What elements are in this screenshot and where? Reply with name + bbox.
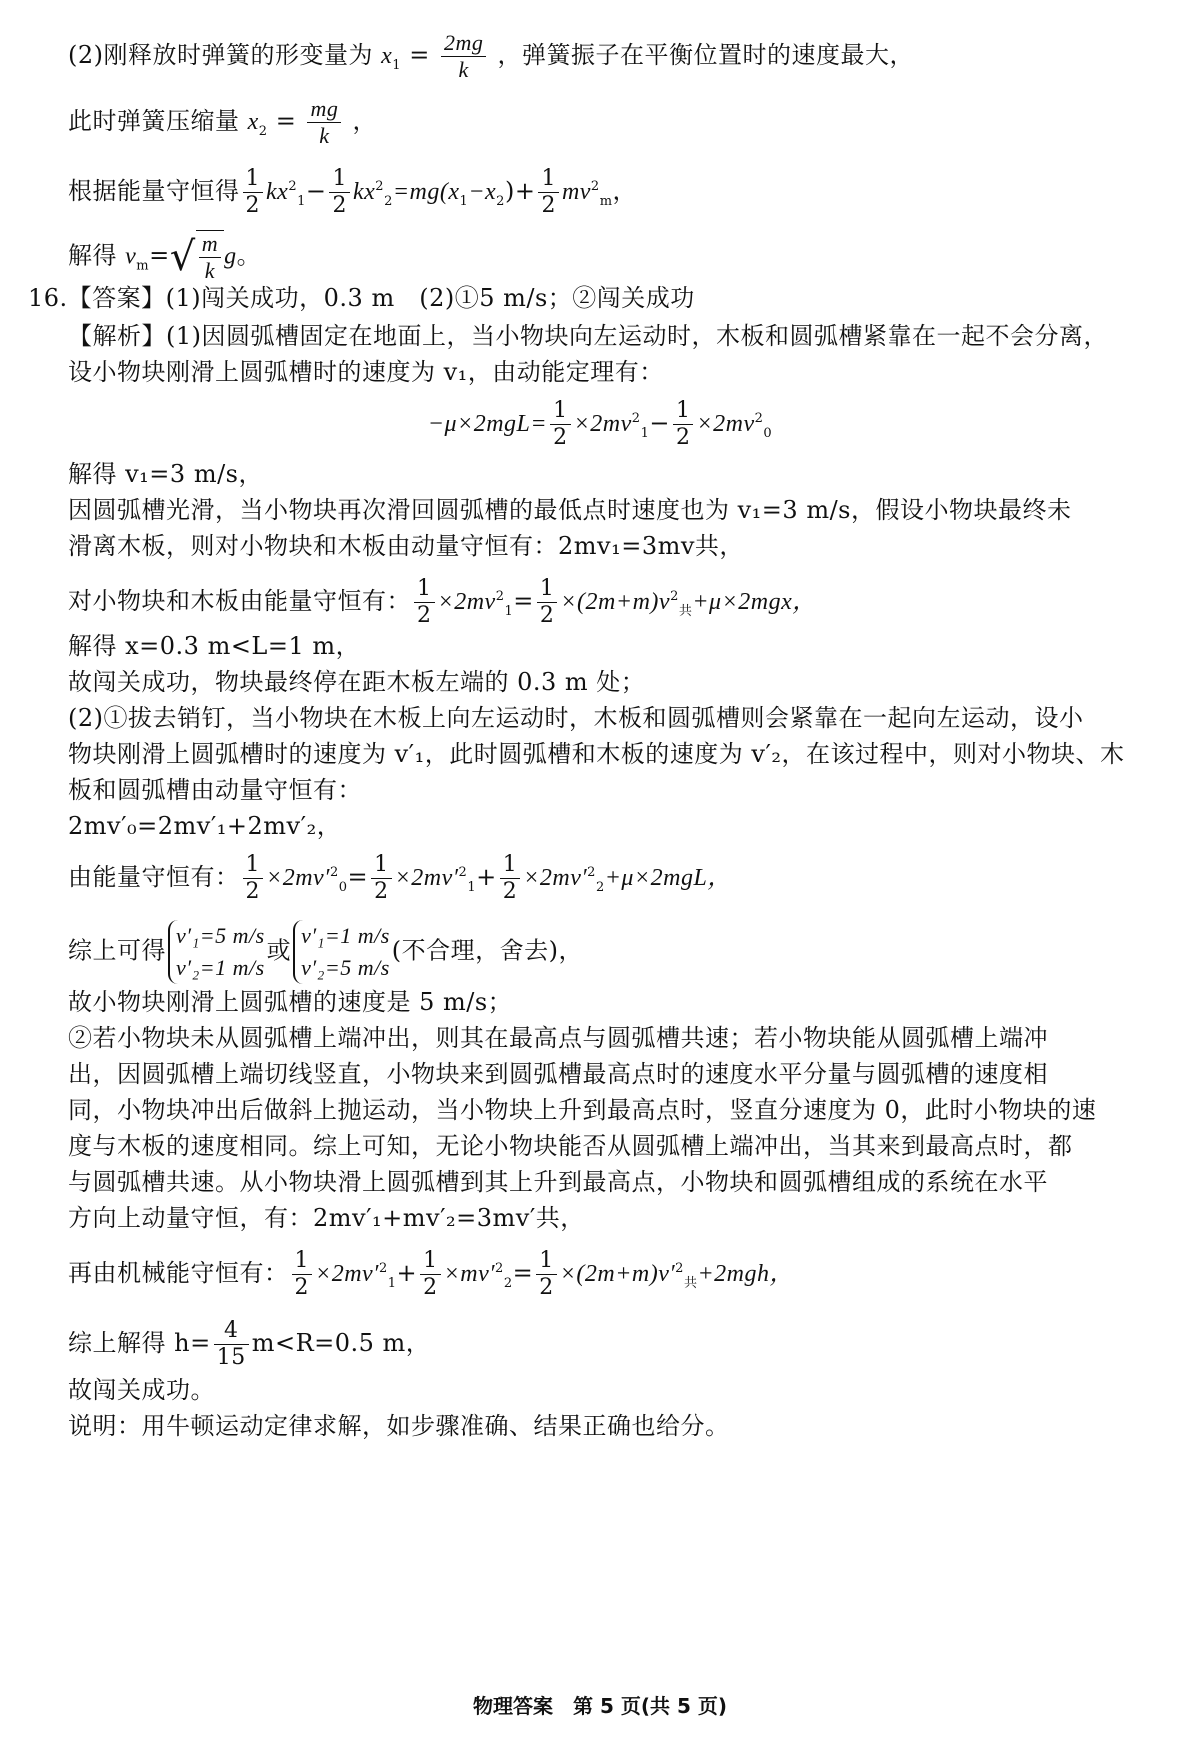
numerator: 1 — [420, 1248, 441, 1275]
superscript: 2 — [631, 411, 641, 426]
plus: + — [396, 1259, 418, 1287]
para-line: 同，小物块冲出后做斜上抛运动，当小物块上升到最高点时，竖直分速度为 0，此时小物块的速 — [68, 1096, 1097, 1124]
minus: − — [649, 409, 670, 437]
superscript: 2 — [675, 1261, 684, 1276]
equation-kinetic — [0, 398, 1200, 452]
denominator: 2 — [417, 603, 432, 628]
superscript: 2 — [670, 589, 679, 604]
equals: = — [512, 1259, 534, 1287]
text: 根据能量守恒得 — [68, 177, 240, 205]
superscript: 2 — [587, 865, 596, 880]
fraction-half — [243, 852, 264, 905]
superscript: 2 — [288, 179, 298, 194]
denominator: 2 — [539, 603, 555, 628]
denominator: k — [204, 258, 216, 283]
fraction — [214, 1318, 249, 1371]
subscript: 共 — [683, 1275, 698, 1291]
equals: = — [149, 241, 170, 270]
line-energy-board — [68, 576, 1180, 630]
para-line: ②若小物块未从圆弧槽上端冲出，则其在最高点与圆弧槽共速；若小物块能从圆弧槽上端冲 — [68, 1024, 1048, 1052]
subscript: 1 — [297, 193, 306, 209]
numerator: 1 — [673, 398, 694, 425]
para-line: 说明：用牛顿运动定律求解，如步骤准确、结果正确也给分。 — [68, 1412, 730, 1440]
numerator: mg — [307, 96, 341, 123]
numerator: 1 — [243, 852, 264, 879]
math-term: ×2mv′ — [266, 865, 330, 891]
text: 解得 — [68, 241, 117, 270]
subscript: 0 — [763, 425, 773, 441]
superscript: 2 — [378, 1261, 388, 1276]
math-term: +μ×2mgL， — [604, 865, 732, 891]
math-term: ×2mv′ — [315, 1261, 379, 1287]
para-line: (2)①拔去销钉，当小物块在木板上向左运动时，木板和圆弧槽则会紧靠在一起向左运动，设小 — [68, 704, 1084, 732]
fraction-half — [420, 1248, 441, 1301]
subscript: m — [599, 193, 613, 209]
math-var: v — [125, 243, 137, 270]
math-var: x — [247, 109, 259, 135]
numerator: 1 — [500, 852, 521, 879]
numerator: 1 — [538, 166, 559, 193]
numerator: 1 — [537, 576, 558, 603]
math-term: kx — [352, 179, 376, 205]
subscript: 1 — [467, 879, 477, 895]
fraction-half — [414, 576, 435, 629]
equals: = — [409, 41, 430, 69]
para-line: 故小物块刚滑上圆弧槽的速度是 5 m/s； — [68, 988, 513, 1016]
fraction — [199, 231, 221, 284]
para-line: 【解析】(1)因圆弧槽固定在地面上，当小物块向左运动时，木板和圆弧槽紧靠在一起不会分离， — [68, 322, 1108, 350]
line-energy: 根据能量守恒得 $\frac{1}{2}$ $kx^2_1-$ $\frac{1}{2}$ $kx^2_2=mg(x_1-x_2)+$ $\frac{1}{2}$ $mv^2_m$， — [68, 166, 638, 218]
numerator: 1 — [292, 1248, 313, 1275]
numerator: 1 — [371, 852, 392, 879]
denominator: 2 — [423, 1275, 438, 1300]
text: m<R=0.5 m， — [251, 1329, 431, 1357]
fraction — [441, 30, 486, 83]
math-term: =mg(x — [392, 179, 460, 205]
numerator: 1 — [243, 166, 264, 193]
math-term: ×2mv — [573, 411, 632, 437]
math-var: g — [224, 243, 237, 270]
numerator: 1 — [550, 398, 571, 425]
para-line: 故闯关成功。 — [68, 1376, 215, 1404]
solution-system-1 — [168, 920, 265, 984]
superscript: 2 — [329, 865, 339, 880]
math-term: kx — [266, 179, 289, 205]
fraction-half — [538, 166, 559, 219]
numerator: 1 — [414, 576, 435, 603]
math-term: ×2mv — [696, 411, 755, 437]
text: ， — [612, 177, 638, 205]
denominator: 15 — [216, 1345, 246, 1370]
text: 此时弹簧压缩量 — [68, 107, 240, 135]
text: ，弹簧振子在平衡位置时的速度最大， — [497, 41, 914, 69]
text: ， — [352, 107, 377, 135]
math-term: +2mgh， — [697, 1261, 794, 1287]
equals: = — [513, 587, 534, 615]
math-term: ×(2m+m)v — [560, 589, 671, 615]
fraction-half — [550, 398, 571, 451]
math-term: mv — [561, 179, 591, 205]
subscript: 1 — [392, 57, 402, 73]
text: 由能量守恒有： — [68, 863, 240, 891]
subscript: 共 — [678, 603, 693, 619]
line-compression — [68, 96, 1180, 150]
subscript: m — [136, 258, 150, 274]
math-var: x — [381, 43, 393, 69]
denominator: 2 — [245, 193, 260, 218]
fraction-half — [371, 852, 392, 905]
math-term: ×2mv′ — [394, 865, 459, 891]
para-line: 滑离木板，则对小物块和木板由动量守恒有：2mv₁=3mv共， — [68, 532, 744, 560]
para-line: 因圆弧槽光滑，当小物块再次滑回圆弧槽的最低点时速度也为 v₁=3 m/s，假设小物块最终未 — [68, 496, 1072, 524]
numerator: 4 — [214, 1318, 249, 1345]
subscript: 2 — [503, 1275, 513, 1291]
para-line: 方向上动量守恒，有：2mv′₁+mv′₂=3mv′共， — [68, 1204, 585, 1232]
superscript: 2 — [375, 179, 385, 194]
denominator: k — [458, 57, 469, 82]
denominator: 2 — [374, 879, 389, 904]
line-deformation — [68, 30, 1180, 84]
superscript: 2 — [590, 179, 600, 194]
para-line: 与圆弧槽共速。从小物块滑上圆弧槽到其上升到最高点，小物块和圆弧槽组成的系统在水平 — [68, 1168, 1048, 1196]
numerator: 1 — [536, 1248, 557, 1275]
fraction-half — [329, 166, 350, 219]
math-term: ×2mv — [437, 589, 496, 615]
math-term: ×(2m+m)v′ — [559, 1261, 676, 1287]
denominator: 2 — [541, 193, 556, 218]
math-term: −x — [468, 179, 497, 205]
math-term: ×2mv′ — [523, 865, 588, 891]
text: 或 — [266, 936, 292, 965]
superscript: 2 — [458, 865, 468, 880]
q16-answer: 16.【答案】(1)闯关成功，0.3 m (2)①5 m/s；②闯关成功 — [28, 284, 695, 312]
plus: + — [476, 863, 497, 891]
line-system — [68, 920, 1180, 984]
sqrt: √ $\frac{m}{k}$ — [170, 230, 224, 284]
math-term: )+ — [504, 177, 536, 205]
subscript: 1 — [504, 603, 514, 619]
text: 对小物块和木板由能量守恒有： — [68, 587, 411, 615]
para-line: 解得 v₁=3 m/s， — [68, 460, 263, 488]
text: 综上解得 h= — [68, 1329, 211, 1357]
para-line: 度与木板的速度相同。综上可知，无论小物块能否从圆弧槽上端冲出，当其来到最高点时，都 — [68, 1132, 1073, 1160]
para-line: 2mv′₀=2mv′₁+2mv′₂， — [68, 812, 342, 840]
math-term: −μ×2mgL= — [427, 411, 548, 437]
numerator: 2mg — [441, 30, 486, 57]
solution-row: v′₁=5 m/s — [176, 923, 265, 948]
line-mech-energy — [68, 1248, 1180, 1302]
page-footer: 物理答案 第 5 页(共 5 页) — [473, 1694, 727, 1718]
superscript: 2 — [495, 1261, 504, 1276]
solution-row: v′₁=1 m/s — [301, 923, 390, 948]
fraction — [307, 96, 341, 149]
denominator: 2 — [675, 425, 691, 450]
line-vmax — [68, 230, 1180, 284]
line-energy-2 — [68, 852, 1180, 906]
math-term: +μ×2mgx， — [692, 589, 817, 615]
fraction-half — [292, 1248, 313, 1301]
subscript: 2 — [595, 879, 605, 895]
fraction-half — [500, 852, 521, 905]
subscript: 2 — [384, 193, 393, 209]
text: 再由机械能守恒有： — [68, 1259, 289, 1287]
text: 。 — [236, 241, 262, 270]
solution-system-2 — [293, 920, 390, 984]
text: 综上可得 — [68, 936, 166, 965]
denominator: k — [319, 123, 330, 148]
para-line: 出，因圆弧槽上端切线竖直，小物块来到圆弧槽最高点时的速度水平分量与圆弧槽的速度相 — [68, 1060, 1048, 1088]
para-line: 板和圆弧槽由动量守恒有： — [68, 776, 362, 804]
denominator: 2 — [294, 1275, 309, 1300]
numerator: m — [199, 231, 221, 258]
para-line: 解得 x=0.3 m<L=1 m， — [68, 632, 361, 660]
math-term: ×mv′ — [443, 1261, 496, 1287]
subscript: 0 — [338, 879, 348, 895]
denominator: 2 — [539, 1275, 554, 1300]
equals: = — [275, 107, 297, 135]
para-line: 物块刚滑上圆弧槽时的速度为 v′₁，此时圆弧槽和木板的速度为 v′₂，在该过程中，则对小物块、木 — [68, 740, 1125, 768]
numerator: 1 — [329, 166, 350, 193]
equals: = — [347, 863, 369, 891]
fraction-half — [673, 398, 694, 451]
solution-row: v′₂=5 m/s — [301, 955, 390, 980]
superscript: 2 — [754, 411, 764, 426]
superscript: 2 — [495, 589, 505, 604]
subscript: 1 — [640, 425, 650, 441]
text: (2)刚释放时弹簧的形变量为 — [68, 41, 373, 69]
para-line: 故闯关成功，物块最终停在距木板左端的 0.3 m 处； — [68, 668, 646, 696]
denominator: 2 — [245, 879, 260, 904]
line-height-result — [68, 1318, 1180, 1371]
fraction-half — [243, 166, 264, 219]
solution-row: v′₂=1 m/s — [176, 955, 265, 980]
denominator: 2 — [553, 425, 568, 450]
text: (不合理，舍去)， — [391, 936, 584, 965]
minus: − — [305, 177, 327, 205]
denominator: 2 — [502, 879, 518, 904]
fraction-half — [536, 1248, 557, 1301]
para-line: 设小物块刚滑上圆弧槽时的速度为 v₁，由动能定理有： — [68, 358, 664, 386]
denominator: 2 — [332, 193, 347, 218]
subscript: 2 — [258, 123, 268, 139]
fraction-half — [537, 576, 558, 629]
subscript: 1 — [387, 1275, 397, 1291]
